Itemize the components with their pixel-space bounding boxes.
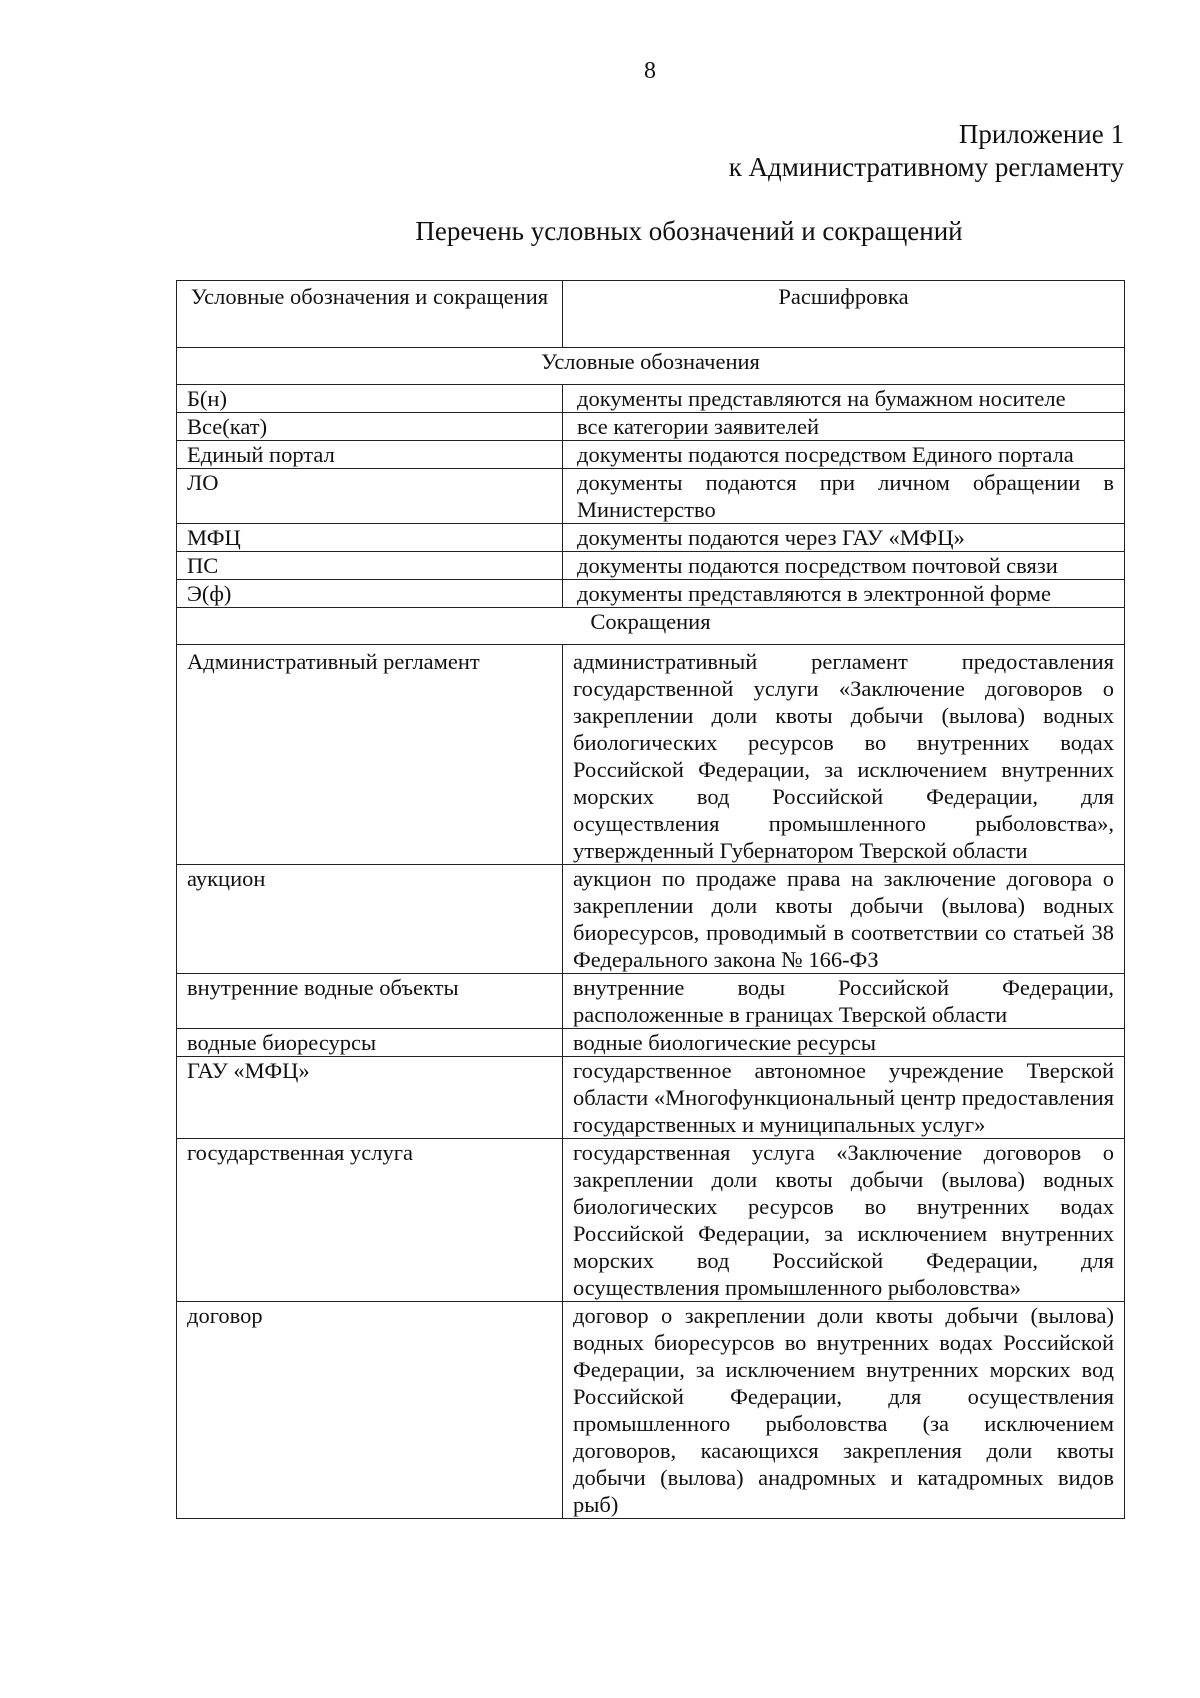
table-row bbox=[177, 552, 1125, 580]
section-row-abbreviations bbox=[177, 608, 1125, 645]
term-cell: ЛО bbox=[177, 469, 563, 524]
table-row bbox=[177, 524, 1125, 552]
term-cell: ПС bbox=[177, 552, 563, 580]
page-number: 8 bbox=[644, 58, 656, 84]
definition-cell: аукцион по продаже права на заключение договора о закреплении доли квоты добычи (вылова) водных биоресурсов, проводимый в соответствии со статьей 38 Федерального закона № 166-ФЗ bbox=[563, 865, 1125, 974]
header-terms: Условные обозначения и сокращения bbox=[177, 281, 563, 348]
table-row bbox=[177, 1029, 1125, 1057]
table-row bbox=[177, 580, 1125, 608]
appendix-line-2: к Административному регламенту bbox=[728, 152, 1124, 182]
section-row-symbols bbox=[177, 348, 1125, 385]
term-cell: Э(ф) bbox=[177, 580, 563, 608]
section-title-symbols: Условные обозначения bbox=[177, 348, 1125, 385]
definition-cell: государственная услуга «Заключение договоров о закреплении доли квоты добычи (вылова) водных биологических ресурсов во внутренних водах Российской Федерации, за исключением внутренних морских вод Российской Федерации, для осуществления промышленного рыболовства» bbox=[563, 1139, 1125, 1302]
table-row bbox=[177, 1057, 1125, 1139]
definition-cell: документы подаются посредством Единого портала bbox=[563, 441, 1125, 469]
definition-cell: государственное автономное учреждение Тверской области «Многофункциональный центр предоставления государственных и муниципальных услуг» bbox=[563, 1057, 1125, 1139]
term-cell: договор bbox=[177, 1302, 563, 1519]
term-cell: внутренние водные объекты bbox=[177, 974, 563, 1029]
table-row bbox=[177, 413, 1125, 441]
definition-cell: документы подаются при личном обращении в Министерство bbox=[563, 469, 1125, 524]
table-row bbox=[177, 1139, 1125, 1302]
term-cell: Единый портал bbox=[177, 441, 563, 469]
appendix-header bbox=[729, 118, 1124, 184]
table-row bbox=[177, 385, 1125, 413]
section-title-abbreviations: Сокращения bbox=[177, 608, 1125, 645]
header-definitions: Расшифровка bbox=[563, 281, 1125, 348]
definition-cell: водные биологические ресурсы bbox=[563, 1029, 1125, 1057]
abbreviations-table bbox=[176, 280, 1125, 1519]
term-cell: Все(кат) bbox=[177, 413, 563, 441]
definition-cell: административный регламент предоставления государственной услуги «Заключение договоров о закреплении доли квоты добычи (вылова) водных биологических ресурсов во внутренних водах Российской Федерации, за исключением внутренних морских вод Российской Федерации, для осуществления промышленного рыболовства», утвержденный Губернатором Тверской области bbox=[563, 645, 1125, 865]
document-title: Перечень условных обозначений и сокращений bbox=[415, 216, 963, 246]
table-row bbox=[177, 974, 1125, 1029]
table-row bbox=[177, 1302, 1125, 1519]
term-cell: водные биоресурсы bbox=[177, 1029, 563, 1057]
definition-cell: все категории заявителей bbox=[563, 413, 1125, 441]
definition-cell: документы представляются на бумажном носителе bbox=[563, 385, 1125, 413]
term-cell: ГАУ «МФЦ» bbox=[177, 1057, 563, 1139]
definition-cell: документы подаются через ГАУ «МФЦ» bbox=[563, 524, 1125, 552]
term-cell: государственная услуга bbox=[177, 1139, 563, 1302]
appendix-line-1: Приложение 1 bbox=[958, 119, 1124, 149]
term-cell: МФЦ bbox=[177, 524, 563, 552]
definition-cell: договор о закреплении доли квоты добычи (вылова) водных биоресурсов во внутренних водах Российской Федерации, за исключением внутренних морских вод Российской Федерации, для осуществления промышленного рыболовства (за исключением договоров, касающихся закрепления доли квоты добычи (вылова) анадромных и катадромных видов рыб) bbox=[563, 1302, 1125, 1519]
definition-cell: внутренние воды Российской Федерации, расположенные в границах Тверской области bbox=[563, 974, 1125, 1029]
table-header-row bbox=[177, 281, 1125, 348]
term-cell: Административный регламент bbox=[177, 645, 563, 865]
definition-cell: документы представляются в электронной форме bbox=[563, 580, 1125, 608]
table-row bbox=[177, 441, 1125, 469]
table-row bbox=[177, 865, 1125, 974]
table-row bbox=[177, 645, 1125, 865]
definition-cell: документы подаются посредством почтовой связи bbox=[563, 552, 1125, 580]
term-cell: Б(н) bbox=[177, 385, 563, 413]
table-row bbox=[177, 469, 1125, 524]
term-cell: аукцион bbox=[177, 865, 563, 974]
